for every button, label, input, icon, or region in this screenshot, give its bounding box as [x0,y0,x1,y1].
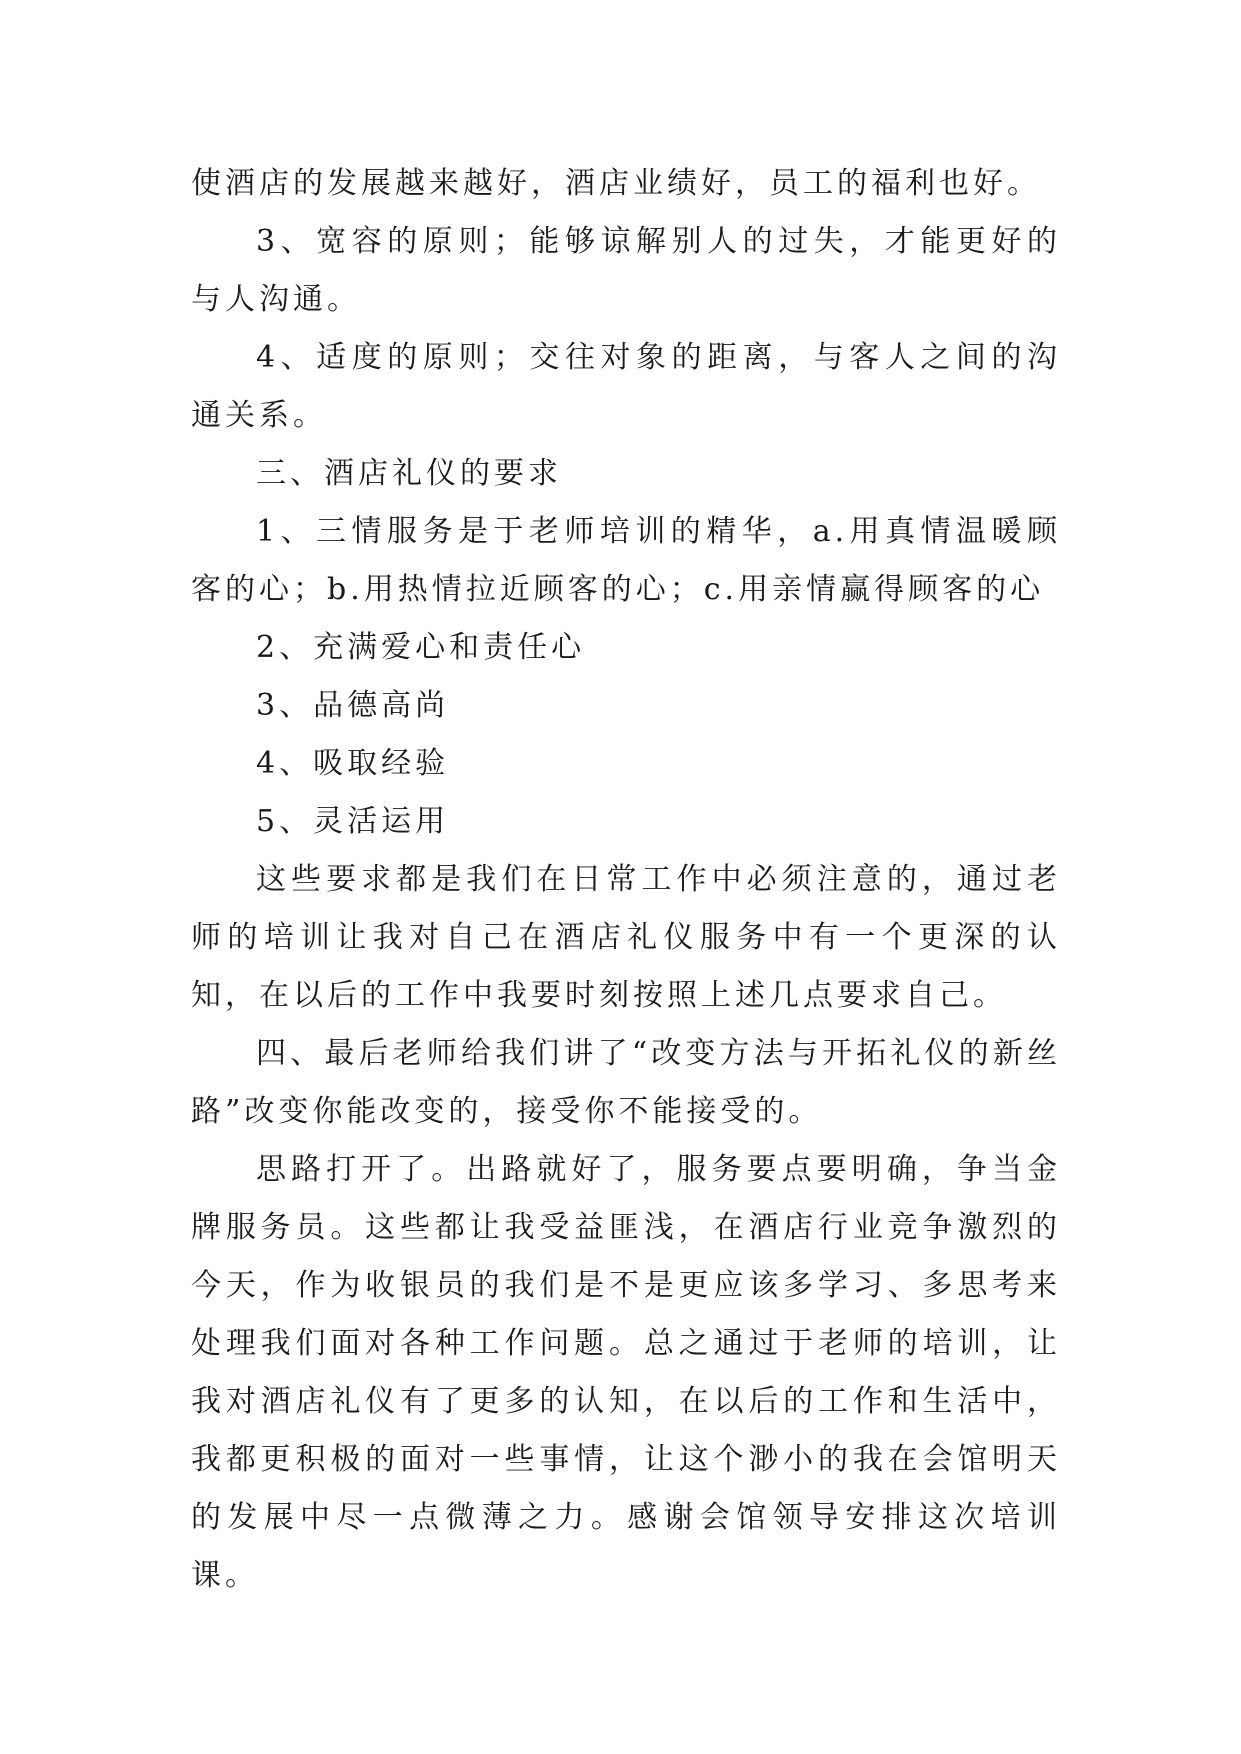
paragraph-requirement-2: 2、充满爱心和责任心 [256,630,586,665]
paragraph-requirement-5: 5、灵活运用 [256,804,450,839]
paragraph-principle-tolerance: 3、宽容的原则；能够谅解别人的过失，才能更好的与人沟通。 [191,224,1061,317]
paragraph-requirement-1: 1、三情服务是于老师培训的精华，a.用真情温暖顾客的心；b.用热情拉近顾客的心；c.用亲情赢得顾客的心 [191,514,1061,607]
section-heading-new-path: 四、最后老师给我们讲了“改变方法与开拓礼仪的新丝路”改变你能改变的，接受你不能接受的。 [191,1036,1061,1129]
paragraph-requirements-summary: 这些要求都是我们在日常工作中必须注意的，通过老师的培训让我对自己在酒店礼仪服务中有一个更深的认知，在以后的工作中我要时刻按照上述几点要求自己。 [191,862,1061,1013]
document-body [191,155,1061,1605]
paragraph-conclusion: 思路打开了。出路就好了，服务要点要明确，争当金牌服务员。这些都让我受益匪浅，在酒店行业竞争激烈的今天，作为收银员的我们是不是更应该多学习、多思考来处理我们面对各种工作问题。总之通过于老师的培训，让我对酒店礼仪有了更多的认知，在以后的工作和生活中，我都更积极的面对一些事情，让这个渺小的我在会馆明天的发展中尽一点微薄之力。感谢会馆领导安排这次培训课。 [191,1152,1061,1593]
paragraph-continuation: 使酒店的发展越来越好，酒店业绩好，员工的福利也好。 [191,166,1041,201]
section-heading-requirements: 三、酒店礼仪的要求 [256,456,562,491]
paragraph-requirement-4: 4、吸取经验 [256,746,450,781]
paragraph-requirement-3: 3、品德高尚 [256,688,450,723]
paragraph-principle-moderation: 4、适度的原则；交往对象的距离，与客人之间的沟通关系。 [191,340,1061,433]
